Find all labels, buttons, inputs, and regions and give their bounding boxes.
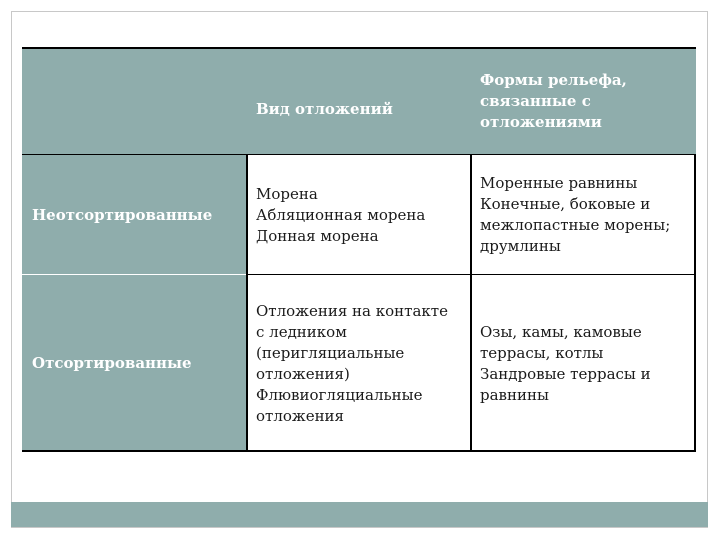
cell-unsorted-forms: [472, 155, 696, 275]
header-deposit-type-text: Вид отложений: [256, 99, 393, 118]
row-label-sorted: [22, 275, 246, 452]
deposits-table: [22, 47, 696, 452]
table-bottom-border: [22, 450, 696, 452]
column-divider-2: [470, 155, 472, 452]
header-bottom-border: [22, 154, 696, 155]
row-label-unsorted-text: Неотсортированные: [32, 205, 213, 224]
row-label-unsorted: [22, 155, 246, 275]
table-top-border: [22, 47, 696, 49]
header-empty-cell: [22, 47, 246, 155]
header-relief-forms: [472, 47, 696, 155]
cell-unsorted-type-text: Морена Абляционная морена Донная морена: [256, 184, 426, 245]
cell-sorted-forms: [472, 275, 696, 452]
cell-sorted-type: [248, 275, 470, 452]
cell-unsorted-type: [248, 155, 470, 275]
header-deposit-type: [248, 47, 470, 155]
row-label-sorted-text: Отсортированные: [32, 354, 192, 372]
row-label-divider: [22, 274, 246, 275]
row-divider: [248, 274, 696, 275]
cell-sorted-type-text: Отложения на контакте с ледником (перигляциальные отложения) Флювиогляциальные отложения: [256, 301, 448, 425]
cell-unsorted-forms-text: Моренные равнины Конечные, боковые и межлопастные морены; друмлины: [480, 174, 671, 255]
cell-sorted-forms-text: Озы, камы, камовые террасы, котлы Зандровые террасы и равнины: [480, 322, 651, 404]
header-relief-forms-text: Формы рельефа, связанные с отложениями: [480, 70, 627, 131]
footer-bar: [11, 502, 708, 527]
table-right-border: [694, 155, 696, 452]
column-divider-1: [246, 155, 248, 452]
